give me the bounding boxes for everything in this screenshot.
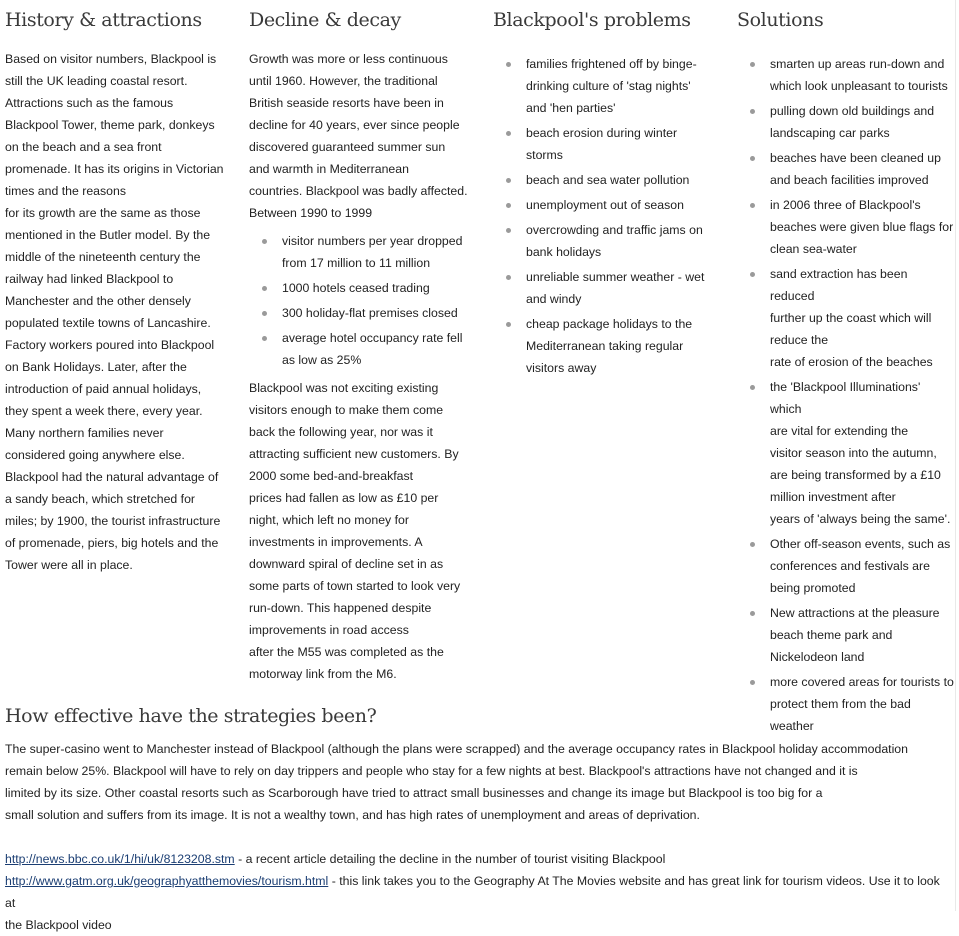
- text-line: in 2006 three of Blackpool's: [770, 198, 921, 212]
- text-line: a sandy beach, which stretched for: [5, 492, 196, 506]
- text-line: unreliable summer weather - wet: [526, 270, 705, 284]
- text-line: limited by its size. Other coastal resorts such as Scarborough have tried to attract small businesses and change its image but Blackpool is too big for a: [5, 786, 823, 800]
- gatm-link-continuation: the Blackpool video: [5, 918, 112, 932]
- text-line: remain below 25%. Blackpool will have to rely on day trippers and people who stay for a few nights at best. Blackpool's attractions have not changed and it is: [5, 764, 858, 778]
- list-item: [493, 53, 725, 119]
- list-item: [737, 263, 955, 373]
- text-line: protect them from the bad: [770, 697, 911, 711]
- text-line: until 1960. However, the traditional: [249, 74, 438, 88]
- text-line: Tower were all in place.: [5, 558, 133, 572]
- text-line: they spent a week there, every year.: [5, 404, 203, 418]
- decline-outro: [249, 377, 481, 685]
- text-line: introduction of paid annual holidays,: [5, 382, 202, 396]
- gatm-link-description: - this link takes you to the Geography At The Movies website and has great link for tourism videos. Use it to look at: [5, 874, 940, 910]
- text-line: sand extraction has been reduced: [770, 267, 908, 303]
- text-line: after the M55 was completed as the: [249, 645, 444, 659]
- text-line: decline for 40 years, ever since people: [249, 118, 460, 132]
- text-line: Based on visitor numbers, Blackpool is: [5, 52, 217, 66]
- link-item-gatm: [5, 870, 945, 936]
- text-line: visitors enough to make them come: [249, 403, 444, 417]
- text-line: Mediterranean taking regular: [526, 339, 684, 353]
- text-line: weather: [770, 719, 814, 733]
- text-line: Many northern families never: [5, 426, 164, 440]
- text-line: attracting sufficient new customers. By: [249, 447, 459, 461]
- text-line: and 'hen parties': [526, 101, 616, 115]
- text-line: mentioned in the Butler model. By the: [5, 228, 211, 242]
- text-line: visitors away: [526, 361, 597, 375]
- bullet-icon: [262, 286, 267, 291]
- text-line: being promoted: [770, 581, 856, 595]
- text-line: beach erosion during winter: [526, 126, 678, 140]
- text-line: countries. Blackpool was badly affected.: [249, 184, 468, 198]
- text-line: more covered areas for tourists to: [770, 675, 954, 689]
- text-line: Other off-season events, such as: [770, 537, 951, 551]
- text-line: beaches were given blue flags for: [770, 220, 954, 234]
- effectiveness-heading: How effective have the strategies been?: [5, 705, 377, 727]
- problems-list: [493, 53, 725, 379]
- text-line: average hotel occupancy rate fell: [282, 331, 463, 345]
- text-line: storms: [526, 148, 563, 162]
- list-item: [249, 277, 481, 299]
- text-line: million investment after: [770, 490, 896, 504]
- text-line: on the beach and a sea front: [5, 140, 162, 154]
- list-item: [493, 313, 725, 379]
- text-line: some parts of town started to look very: [249, 579, 461, 593]
- bullet-icon: [506, 275, 511, 280]
- gatm-link[interactable]: http://www.gatm.org.uk/geographyatthemovies/tourism.html: [5, 874, 329, 888]
- bullet-icon: [750, 109, 755, 114]
- text-line: Between 1990 to 1999: [249, 206, 373, 220]
- text-line: of promenade, piers, big hotels and the: [5, 536, 219, 550]
- text-line: improvements in road access: [249, 623, 409, 637]
- text-line: rate of erosion of the beaches: [770, 355, 933, 369]
- text-line: downward spiral of decline set in as: [249, 557, 444, 571]
- decline-list: [249, 230, 481, 371]
- bullet-icon: [262, 311, 267, 316]
- bullet-icon: [750, 542, 755, 547]
- text-line: visitor season into the autumn,: [770, 446, 937, 460]
- history-text: [5, 48, 237, 576]
- bullet-icon: [262, 239, 267, 244]
- bullet-icon: [750, 680, 755, 685]
- text-line: smarten up areas run-down and: [770, 57, 945, 71]
- text-line: small solution and suffers from its image. It is not a wealthy town, and has high rates of unemployment and areas of deprivation.: [5, 808, 700, 822]
- text-line: beach and sea water pollution: [526, 173, 690, 187]
- solutions-column: [737, 0, 955, 743]
- text-line: populated textile towns of Lancashire.: [5, 316, 211, 330]
- text-line: which look unpleasant to tourists: [770, 79, 948, 93]
- bullet-icon: [750, 611, 755, 616]
- decline-column: [249, 0, 481, 685]
- bullet-icon: [506, 322, 511, 327]
- decline-heading: Decline & decay: [249, 9, 401, 31]
- bullet-icon: [506, 228, 511, 233]
- list-item: [737, 147, 955, 191]
- text-line: Blackpool was not exciting existing: [249, 381, 439, 395]
- bullet-icon: [506, 178, 511, 183]
- text-line: pulling down old buildings and: [770, 104, 935, 118]
- text-line: back the following year, nor was it: [249, 425, 433, 439]
- text-line: reduce the: [770, 333, 829, 347]
- list-item: [737, 602, 955, 668]
- text-line: discovered guaranteed summer sun: [249, 140, 446, 154]
- problems-heading: Blackpool's problems: [493, 9, 691, 31]
- bullet-icon: [506, 131, 511, 136]
- text-line: overcrowding and traffic jams on: [526, 223, 703, 237]
- bullet-icon: [750, 62, 755, 67]
- text-line: 2000 some bed-and-breakfast: [249, 469, 414, 483]
- text-line: conferences and festivals are: [770, 559, 930, 573]
- text-line: and beach facilities improved: [770, 173, 929, 187]
- list-item: [737, 533, 955, 599]
- text-line: railway had linked Blackpool to: [5, 272, 174, 286]
- text-line: cheap package holidays to the: [526, 317, 693, 331]
- bullet-icon: [262, 336, 267, 341]
- list-item: [737, 194, 955, 260]
- list-item: [493, 194, 725, 216]
- bullet-icon: [506, 62, 511, 67]
- page-edge-divider: [955, 0, 956, 911]
- text-line: Blackpool had the natural advantage of: [5, 470, 219, 484]
- text-line: Growth was more or less continuous: [249, 52, 448, 66]
- list-item: [493, 219, 725, 263]
- text-line: investments in improvements. A: [249, 535, 423, 549]
- text-line: The super-casino went to Manchester instead of Blackpool (although the plans were scrapped) and the average occupancy rates in Blackpool holiday accommodation: [5, 742, 908, 756]
- text-line: for its growth are the same as those: [5, 206, 201, 220]
- text-line: Blackpool Tower, theme park, donkeys: [5, 118, 215, 132]
- text-line: middle of the nineteenth century the: [5, 250, 201, 264]
- text-line: promenade. It has its origins in Victorian: [5, 162, 224, 176]
- text-line: miles; by 1900, the tourist infrastructure: [5, 514, 221, 528]
- decline-intro: [249, 48, 481, 224]
- text-line: 300 holiday-flat premises closed: [282, 306, 458, 320]
- list-item: [737, 53, 955, 97]
- effectiveness-text: [5, 738, 945, 826]
- text-line: years of 'always being the same'.: [770, 512, 951, 526]
- text-line: the 'Blackpool Illuminations' which: [770, 380, 921, 416]
- text-line: considered going anywhere else.: [5, 448, 185, 462]
- text-line: are being transformed by a £10: [770, 468, 941, 482]
- text-line: beach theme park and: [770, 628, 893, 642]
- history-column: [5, 0, 237, 576]
- list-item: [737, 376, 955, 530]
- bullet-icon: [506, 203, 511, 208]
- text-line: Attractions such as the famous: [5, 96, 174, 110]
- links-list: [5, 848, 945, 936]
- text-line: bank holidays: [526, 245, 602, 259]
- text-line: run-down. This happened despite: [249, 601, 432, 615]
- text-line: still the UK leading coastal resort.: [5, 74, 188, 88]
- bullet-icon: [750, 385, 755, 390]
- text-line: families frightened off by binge-: [526, 57, 697, 71]
- problems-column: [493, 0, 725, 385]
- text-line: as low as 25%: [282, 353, 362, 367]
- text-line: are vital for extending the: [770, 424, 909, 438]
- text-line: beaches have been cleaned up: [770, 151, 941, 165]
- text-line: clean sea-water: [770, 242, 857, 256]
- list-item: [737, 100, 955, 144]
- text-line: from 17 million to 11 million: [282, 256, 431, 270]
- history-heading: History & attractions: [5, 9, 202, 31]
- text-line: times and the reasons: [5, 184, 126, 198]
- text-line: on Bank Holidays. Later, after the: [5, 360, 187, 374]
- text-line: British seaside resorts have been in: [249, 96, 444, 110]
- list-item: [249, 230, 481, 274]
- text-line: drinking culture of 'stag nights': [526, 79, 691, 93]
- text-line: motorway link from the M6.: [249, 667, 397, 681]
- text-line: Factory workers poured into Blackpool: [5, 338, 215, 352]
- text-line: Nickelodeon land: [770, 650, 865, 664]
- effectiveness-section: [5, 704, 945, 936]
- text-line: prices had fallen as low as £10 per: [249, 491, 439, 505]
- text-line: 1000 hotels ceased trading: [282, 281, 430, 295]
- text-line: New attractions at the pleasure: [770, 606, 940, 620]
- list-item: [493, 266, 725, 310]
- text-line: night, which left no money for: [249, 513, 409, 527]
- bbc-link[interactable]: http://news.bbc.co.uk/1/hi/uk/8123208.stm: [5, 852, 235, 866]
- text-line: and warmth in Mediterranean: [249, 162, 409, 176]
- list-item: [249, 327, 481, 371]
- link-item-bbc: [5, 848, 945, 870]
- text-line: unemployment out of season: [526, 198, 684, 212]
- list-item: [493, 122, 725, 166]
- text-line: landscaping car parks: [770, 126, 890, 140]
- list-item: [249, 302, 481, 324]
- bullet-icon: [750, 272, 755, 277]
- text-line: visitor numbers per year dropped: [282, 234, 463, 248]
- bullet-icon: [750, 203, 755, 208]
- solutions-list: [737, 53, 955, 737]
- solutions-heading: Solutions: [737, 9, 824, 31]
- bbc-link-description: - a recent article detailing the decline in the number of tourist visiting Blackpool: [234, 852, 666, 866]
- bullet-icon: [750, 156, 755, 161]
- list-item: [493, 169, 725, 191]
- text-line: Manchester and the other densely: [5, 294, 191, 308]
- text-line: and windy: [526, 292, 582, 306]
- text-line: further up the coast which will: [770, 311, 932, 325]
